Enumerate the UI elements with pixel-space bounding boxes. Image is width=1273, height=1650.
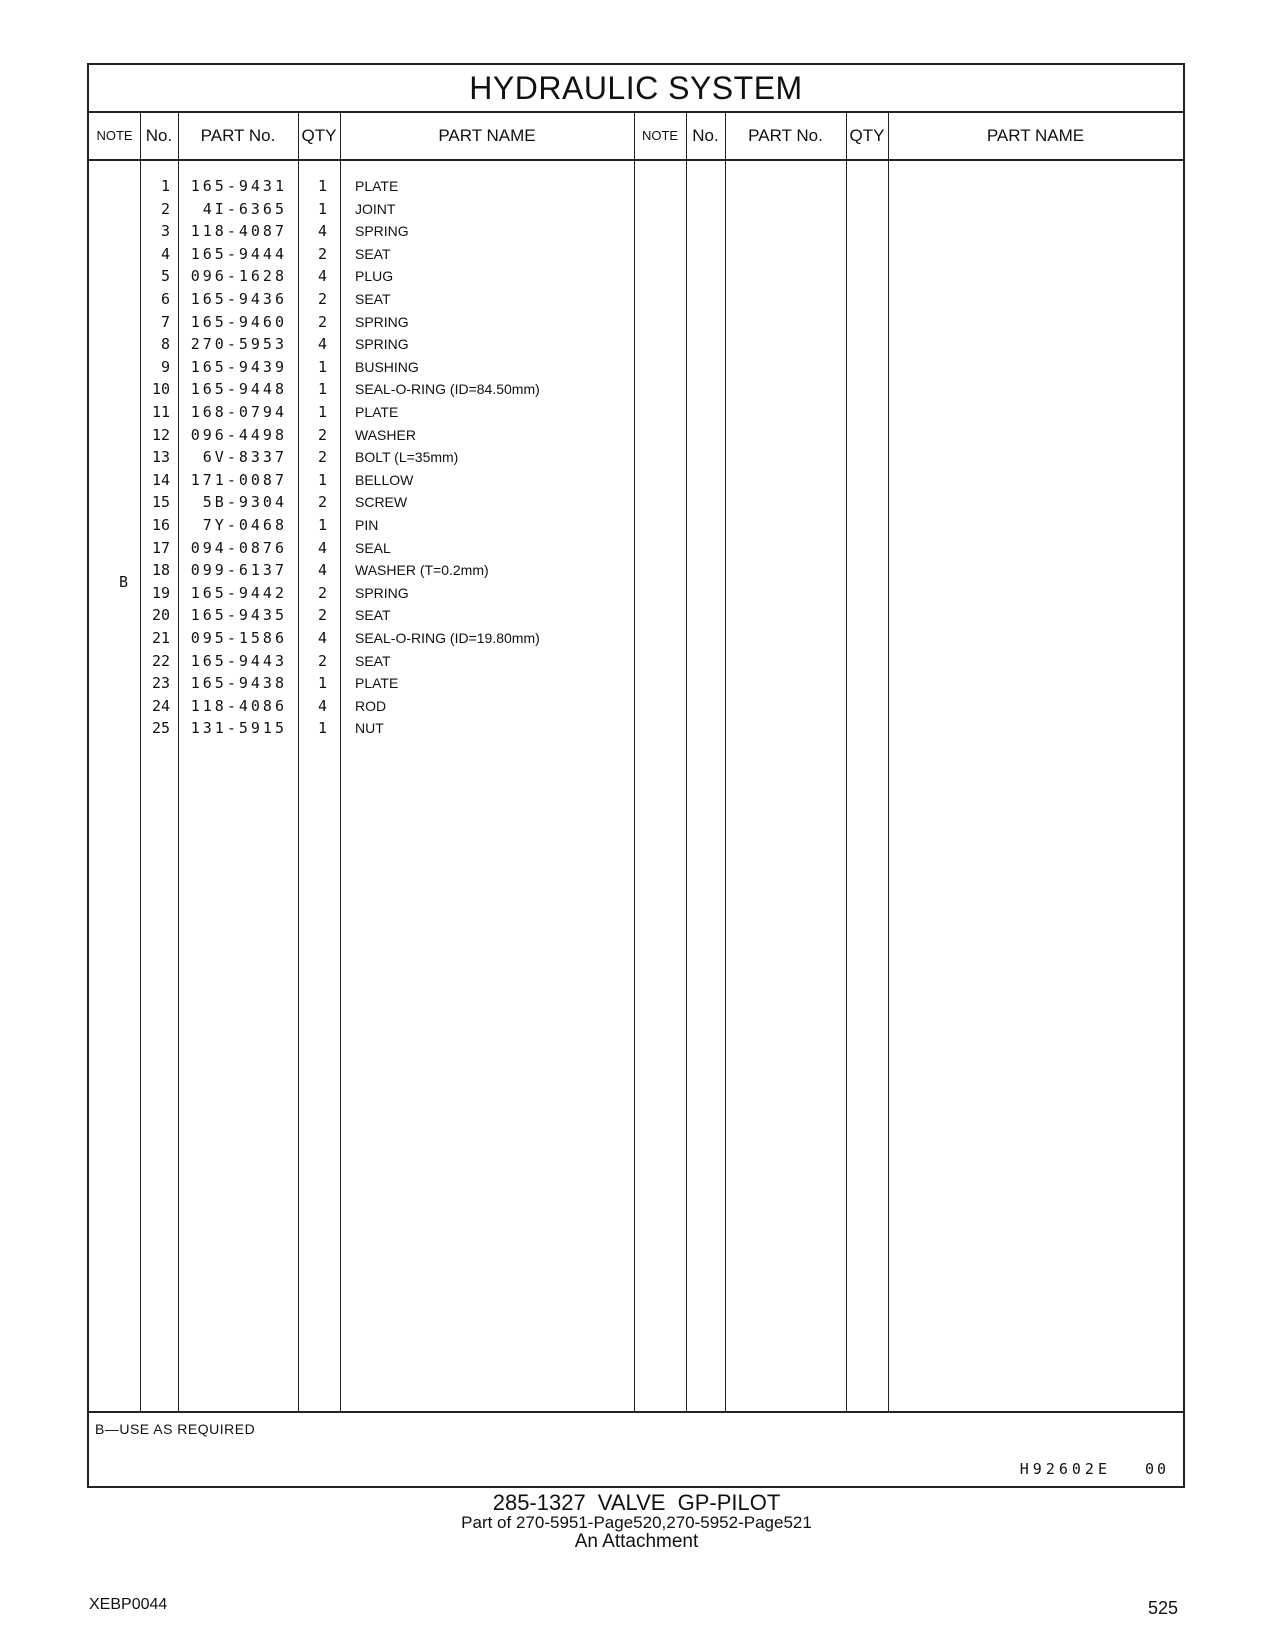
table-row (89, 491, 1183, 514)
part-number: 165-9439 (190, 357, 287, 376)
part-name: SPRING (355, 223, 409, 240)
part-name: WASHER (T=0.2mm) (355, 562, 489, 579)
part-number: 171-0087 (190, 470, 287, 489)
item-number: 18 (151, 561, 170, 580)
part-number: 095-1586 (190, 629, 287, 647)
quantity: 4 (317, 335, 327, 354)
quantity: 1 (317, 516, 327, 534)
table-row (89, 288, 1183, 311)
item-number: 24 (151, 696, 170, 715)
part-number: 165-9431 (190, 177, 287, 195)
quantity: 2 (317, 493, 327, 512)
table-row (89, 559, 1183, 582)
header-part-name-right: PART NAME (986, 126, 1085, 145)
quantity: 2 (317, 606, 327, 625)
table-footer (89, 1411, 1183, 1488)
item-number: 5 (160, 267, 170, 286)
quantity: 4 (317, 538, 327, 557)
header-no-left: No. (145, 126, 173, 145)
table-row (89, 604, 1183, 627)
quantity: 4 (317, 267, 327, 286)
part-number: 165-9444 (190, 244, 287, 263)
header-qty-right: QTY (849, 126, 885, 145)
item-number: 9 (160, 357, 170, 376)
caption-attachment: An Attachment (574, 1531, 699, 1552)
part-number: 168-0794 (190, 403, 287, 421)
table-row (89, 333, 1183, 356)
table-row (89, 650, 1183, 673)
part-name: SPRING (355, 313, 409, 330)
footer-note: B—USE AS REQUIRED (95, 1421, 256, 1437)
part-name: SEAL (355, 539, 391, 556)
part-name: SEAL-O-RING (ID=84.50mm) (355, 381, 540, 398)
header-note-left: NOTE (96, 128, 133, 143)
caption (0, 1492, 1273, 1552)
item-number: 19 (151, 583, 170, 602)
item-number: 13 (151, 448, 170, 467)
table-row (89, 311, 1183, 334)
part-number: 118-4086 (190, 696, 287, 715)
quantity: 2 (317, 312, 327, 331)
item-number: 16 (151, 516, 170, 534)
quantity: 1 (317, 177, 327, 195)
quantity: 2 (317, 425, 327, 444)
item-number: 8 (160, 335, 170, 354)
item-number: 25 (151, 719, 170, 738)
table-row (89, 469, 1183, 492)
part-name: PIN (355, 517, 379, 533)
part-name: PLUG (355, 268, 394, 285)
part-name: BELLOW (355, 471, 414, 488)
table-row (89, 401, 1183, 424)
quantity: 4 (317, 222, 327, 241)
header-part-no-left: PART No. (200, 126, 276, 145)
header-note-right: NOTE (641, 128, 679, 143)
item-number: 22 (151, 651, 170, 670)
table-row (89, 582, 1183, 605)
item-number: 4 (160, 244, 170, 263)
header-qty-left: QTY (301, 126, 337, 145)
table-row (89, 672, 1183, 695)
part-name: PLATE (355, 404, 399, 420)
part-name: NUT (355, 720, 384, 737)
header-no-right: No. (692, 126, 719, 145)
table-row (89, 378, 1183, 401)
table-row (89, 175, 1183, 198)
part-number: 094-0876 (190, 538, 287, 557)
part-name: ROD (355, 697, 387, 714)
table-row (89, 514, 1183, 537)
part-number: 165-9443 (190, 651, 287, 670)
part-number: 165-9460 (190, 312, 287, 331)
table-row (89, 537, 1183, 560)
table-row (89, 265, 1183, 288)
item-number: 21 (151, 629, 170, 647)
page-number: 525 (1148, 1598, 1179, 1618)
table-row (89, 243, 1183, 266)
part-name: SCREW (355, 494, 408, 511)
table-row (89, 717, 1183, 740)
item-number: 3 (160, 222, 170, 241)
part-number: 7Y-0468 (202, 516, 287, 534)
table-row (89, 695, 1183, 718)
part-name: SEAT (355, 607, 391, 624)
part-number: 096-4498 (190, 425, 287, 444)
header-part-no-right: PART No. (748, 126, 823, 145)
caption-part-of: Part of 270-5951-Page520,270-5952-Page521 (461, 1513, 812, 1532)
quantity: 2 (317, 244, 327, 263)
item-number: 12 (151, 425, 170, 444)
part-number: 4I-6365 (202, 199, 287, 218)
caption-title: 285-1327 VALVE GP-PILOT (492, 1490, 781, 1515)
quantity: 4 (317, 629, 327, 647)
item-number: 20 (151, 606, 170, 625)
part-name: SEAT (355, 291, 391, 307)
table-body (89, 161, 1183, 1413)
quantity: 1 (317, 199, 327, 218)
part-name: BUSHING (355, 358, 419, 375)
part-number: 131-5915 (190, 719, 287, 738)
part-number: 165-9436 (190, 290, 287, 308)
table-row (89, 424, 1183, 447)
table-row (89, 356, 1183, 379)
quantity: 1 (317, 380, 327, 399)
quantity: 2 (317, 290, 327, 308)
part-number: 165-9448 (190, 380, 287, 399)
part-name: JOINT (355, 200, 396, 217)
header-part-name-left: PART NAME (438, 126, 536, 145)
quantity: 1 (317, 674, 327, 693)
quantity: 1 (317, 357, 327, 376)
item-number: 10 (151, 380, 170, 399)
table-row (89, 220, 1183, 243)
quantity: 1 (317, 470, 327, 489)
item-number: 14 (151, 470, 170, 489)
part-number: 118-4087 (190, 222, 287, 241)
item-number: 23 (151, 674, 170, 693)
table-row (89, 627, 1183, 650)
part-number: 096-1628 (190, 267, 287, 286)
part-name: BOLT (L=35mm) (355, 449, 459, 466)
quantity: 1 (317, 719, 327, 738)
quantity: 4 (317, 561, 327, 580)
quantity: 2 (317, 583, 327, 602)
part-number: 165-9442 (190, 583, 287, 602)
part-name: SEAT (355, 245, 391, 262)
section-title: HYDRAULIC SYSTEM (89, 65, 1183, 113)
item-number: 15 (151, 493, 170, 512)
part-name: SPRING (355, 336, 409, 353)
table-row (89, 198, 1183, 221)
part-name: SEAT (355, 652, 391, 669)
part-number: 6V-8337 (202, 448, 287, 467)
item-number: 17 (151, 538, 170, 557)
drawing-code: H92602E (1019, 1460, 1111, 1478)
part-name: WASHER (355, 426, 416, 443)
quantity: 1 (317, 403, 327, 421)
table-row (89, 446, 1183, 469)
document-code: XEBP0044 (89, 1596, 168, 1613)
item-number: 7 (160, 312, 170, 331)
part-name: PLATE (355, 178, 399, 194)
part-number: 165-9435 (190, 606, 287, 625)
quantity: 2 (317, 448, 327, 467)
revision-number: 00 (1144, 1460, 1169, 1478)
note-mark: B (119, 573, 129, 591)
part-name: SPRING (355, 584, 409, 601)
part-number: 099-6137 (190, 561, 287, 580)
table-header (89, 113, 1183, 161)
quantity: 2 (317, 651, 327, 670)
parts-list-frame (87, 63, 1185, 1488)
part-name: PLATE (355, 675, 399, 692)
part-number: 165-9438 (190, 674, 287, 693)
part-number: 5B-9304 (202, 493, 287, 512)
item-number: 11 (151, 403, 170, 421)
quantity: 4 (317, 696, 327, 715)
part-number: 270-5953 (190, 335, 287, 354)
item-number: 2 (160, 199, 170, 218)
item-number: 1 (160, 177, 170, 195)
item-number: 6 (160, 290, 170, 308)
part-name: SEAL-O-RING (ID=19.80mm) (355, 630, 540, 646)
